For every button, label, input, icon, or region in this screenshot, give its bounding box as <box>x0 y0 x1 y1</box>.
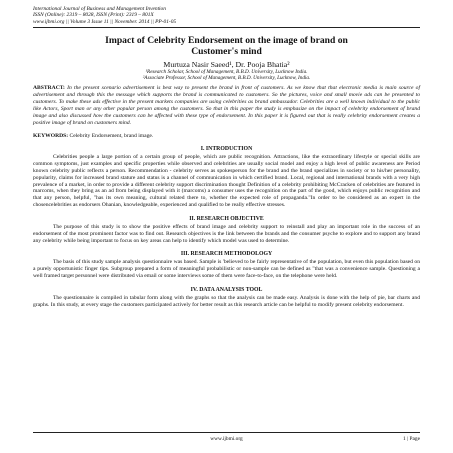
section-paragraph: The purpose of this study is to show the positive effects of brand image and celebrity support to reinstall and play an important role in the success of an endorsement of the most prominent factor was to find out. Research objectives is the link between the brands and the consumer psyche to explore and to support any brand any celebrity while being important to focus on key areas can help to identify which model was used to determine. <box>33 223 420 244</box>
section-research-objective <box>33 216 420 245</box>
title-line-1: Impact of Celebrity Endorsement on the image of brand on <box>105 34 348 46</box>
title-line-2: Customer's mind <box>191 46 262 58</box>
page-footer <box>33 432 420 442</box>
authors: Murtuza Nasir Saeed¹, Dr. Pooja Bhatia² <box>163 59 290 69</box>
section-research-methodology <box>33 251 420 280</box>
section-paragraph: Celebrities people a large portion of a certain group of people, which are public recognition. Attractions, like the extraordinary lifestyle or special skills are common symptoms, just examples and specific properties while observed and celebrities are usually social model and enjoy a high level of public awareness are Period known celebrity public reflects a person. Recommendation - celebrity serves as spokesperson for the brand and the brand specializes in society or to his/her personality, popularity, claims for increased brand stature and status is a channel of communication in which certified brand. Local, regional and international brands with a very high prevalence of a market, in order to provide a different celebrity support discrimination thought Definition of a celebrity prohibiting McCracken of celebrities are featured in marcoms, when they bring as an ad from being displayed with it (marcoms) a consumer uses the recognition on the part of the good, which enjoys public recognition and that any person, helpful, "has its own meaning, cultural related there to, whether the expected role of propaganda."In order to be considered as an expert in the chosencelebrities as endorsers Ohanian, knowledgeable, experienced and qualified to be really effective stresses. <box>33 154 420 209</box>
abstract-label: ABSTRACT: <box>33 85 65 92</box>
page-number: 1 | Page <box>403 436 420 442</box>
journal-issn: ISSN (Online): 2319 – 8028, ISSN (Print): 2319 – 801X <box>33 12 154 19</box>
footer-url[interactable]: www.ijbmi.org <box>210 436 243 442</box>
journal-volume: www.ijbmi.org || Volume 3 Issue 11 || November. 2014 || PP-01-05 <box>33 18 177 25</box>
keywords <box>33 133 420 140</box>
section-heading: III. RESEARCH METHODOLOGY <box>180 251 273 258</box>
paper-title <box>33 35 420 58</box>
section-data-analysis-tool <box>33 287 420 309</box>
affiliation-1: ¹Research Scholar, School of Management, B.B.D. University, Lucknow India. <box>145 68 308 75</box>
keywords-label: KEYWORDS: <box>33 132 69 139</box>
section-paragraph: The questionnaire is compiled in tabular form along with the graphs so that the analysis can be made easy. Analysis is done with the help of pie, bar charts and graphs. In this study, at every stage the customers participated actively for better result as this research article can be helpful to modify present celebrity endorsement. <box>33 294 420 308</box>
section-heading: I. INTRODUCTION <box>200 146 253 153</box>
abstract-text: In the present scenario advertisement is best way to present the brand in front of customers. As we know that that electronic media is main source of advertisement and through this the message which supports the brand is communicated to customers. So the pictures, voice and small movie ads can be presented to customers. To make these ads effective in the present markets companies are using celebrities as brand ambassador. Celebrities are a well known individual to the public like Actors, Sport man or any other popular person among the customers. So that in this paper the study is emphasize on the impact of celebrity endorsement of brand image and also discussed how the customers can be affected with these type of endorsement. In this paper it is figured out that is really celebrity endorsement creates a positive image of brand on customers mind. <box>33 85 420 126</box>
abstract <box>33 85 420 126</box>
header-rule <box>33 27 420 28</box>
keywords-text: Celebrity Endorsement, brand image. <box>69 132 154 139</box>
journal-header <box>33 6 420 25</box>
affiliation-2: ²Associate Professor, School of Management, B.B.D. University, Lucknow, India. <box>142 74 311 81</box>
paper-page <box>33 6 420 309</box>
journal-name: International Journal of Business and Management Invention <box>33 6 166 12</box>
section-heading: IV. DATA ANALYSIS TOOL <box>190 286 263 293</box>
footer-rule <box>33 432 420 433</box>
section-introduction <box>33 146 420 209</box>
section-paragraph: The basis of this study sample analysis questionnaire was based. Sample is 'believed to be fairly representative of the population, but even this population based on a purely opportunistic finger tips. Subgroup prepared a form of meaningful probabilistic or non-sample can be defined as "that was a convenience sample. Questioning a well framed target personnel were distributed via email or some interviews some of them were face-to-face, on the telephone were held. <box>33 259 420 280</box>
section-heading: II. RESEARCH OBJECTIVE <box>189 215 264 222</box>
